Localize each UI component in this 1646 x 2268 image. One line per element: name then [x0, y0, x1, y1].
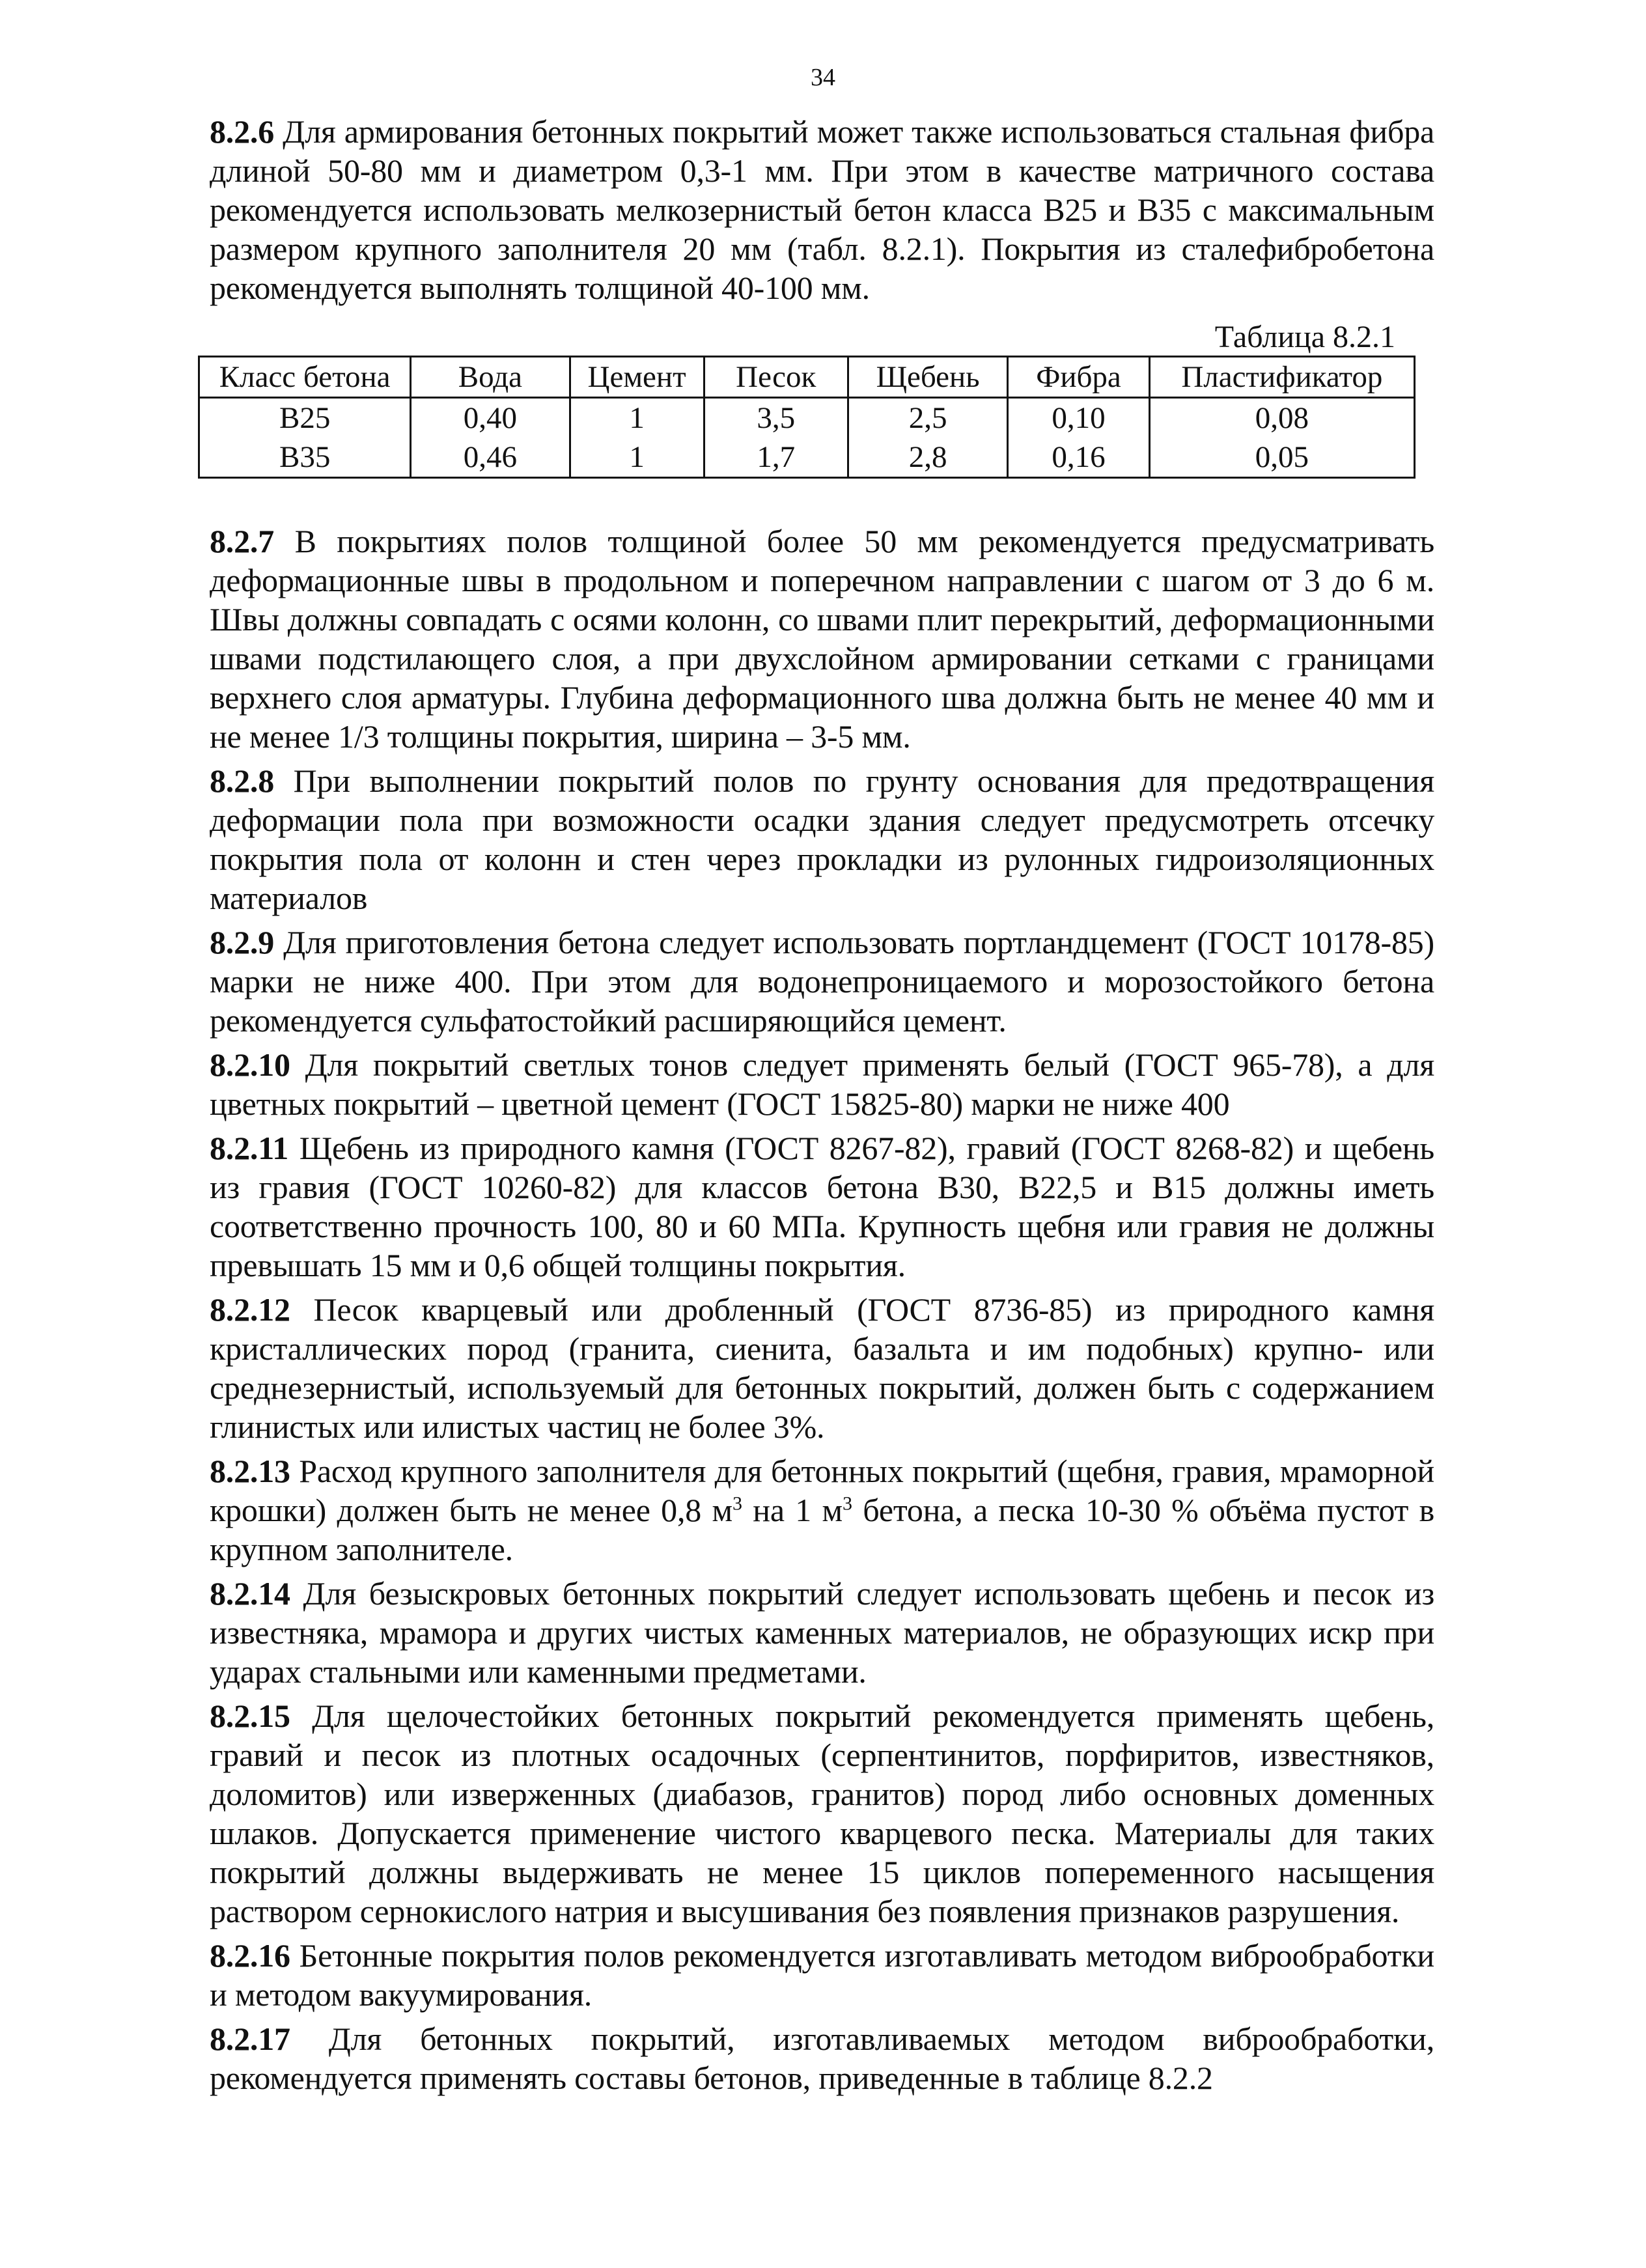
column-header: Вода [411, 357, 570, 398]
paragraph-text: Для бетонных покрытий, изготавливаемых методом виброобработки, рекомендуется применять составы бетонов, приведенные в таблице 8.2.2 [210, 2021, 1434, 2096]
paragraph-8-2-11 [210, 1128, 1434, 1285]
table-header-row [199, 357, 1415, 398]
paragraph-number: 8.2.6 [210, 113, 275, 150]
paragraph-8-2-9 [210, 923, 1434, 1040]
table-cell: В25 [199, 398, 411, 438]
paragraph-text: бетона, а песка 10-30 % объёма пустот в крупном заполнителе. [210, 1492, 1435, 1567]
table-cell: 0,08 [1149, 398, 1414, 438]
paragraph-number: 8.2.8 [210, 763, 275, 799]
paragraph-number: 8.2.10 [210, 1046, 290, 1083]
paragraph-text: Для щелочестойких бетонных покрытий рекомендуется применять щебень, гравий и песок из плотных осадочных (серпентинитов, порфиритов, известняков, доломитов) или изверженных (диабазов, гранитов) пород либо основных доменных шлаков. Допускается применение чистого кварцевого песка. Материалы для таких покрытий должны выдерживать не менее 15 циклов попеременного насыщения раствором сернокислого натрия и высушивания без появления признаков разрушения. [210, 1698, 1434, 1929]
table-cell: 0,40 [411, 398, 570, 438]
paragraph-text: Бетонные покрытия полов рекомендуется изготавливать методом виброобработки и методом вакуумирования. [210, 1937, 1434, 2013]
column-header: Цемент [570, 357, 704, 398]
spacer [210, 479, 1434, 522]
column-header: Класс бетона [199, 357, 411, 398]
table-cell: 0,46 [411, 438, 570, 478]
paragraph-text: Для армирования бетонных покрытий может также использоваться стальная фибра длиной 50-80 мм и диаметром 0,3-1 мм. При этом в качестве матричного состава рекомендуется использовать мелкозернистый бетон класса В25 и В35 с максимальным размером крупного заполнителя 20 мм (табл. 8.2.1). Покрытия из сталефибробетона рекомендуется выполнять толщиной 40-100 мм. [210, 113, 1434, 306]
paragraph-text: Для безыскровых бетонных покрытий следует использовать щебень и песок из известняка, мрамора и других чистых каменных материалов, не образующих искр при ударах стальными или каменными предметами. [210, 1575, 1434, 1690]
paragraph-number: 8.2.11 [210, 1130, 289, 1166]
page-number: 34 [811, 64, 835, 91]
paragraph-text: Расход крупного заполнителя для бетонных покрытий (щебня, гравия, мраморной крошки) должен быть не менее 0,8 м [210, 1453, 1434, 1528]
table-row [199, 398, 1415, 438]
table-cell: 0,16 [1008, 438, 1149, 478]
paragraph-8-2-16 [210, 1936, 1434, 2014]
table-row [199, 438, 1415, 478]
paragraph-number: 8.2.13 [210, 1453, 290, 1489]
paragraph-number: 8.2.7 [210, 523, 275, 559]
table-cell: 1 [570, 438, 704, 478]
concrete-mix-table [198, 356, 1416, 479]
paragraph-8-2-13 [210, 1451, 1434, 1569]
paragraph-8-2-14 [210, 1574, 1434, 1691]
paragraph-8-2-17 [210, 2019, 1434, 2097]
paragraph-number: 8.2.14 [210, 1575, 290, 1612]
column-header: Щебень [848, 357, 1007, 398]
paragraph-8-2-7 [210, 522, 1434, 756]
superscript: 3 [732, 1492, 742, 1515]
column-header: Фибра [1008, 357, 1149, 398]
paragraph-text: При выполнении покрытий полов по грунту основания для предотвращения деформации пола при возможности осадки здания следует предусмотреть отсечку покрытия пола от колонн и стен через прокладки из рулонных гидроизоляционных материалов [210, 763, 1434, 916]
paragraph-number: 8.2.12 [210, 1291, 290, 1328]
table-cell: 0,10 [1008, 398, 1149, 438]
table-cell: 0,05 [1149, 438, 1414, 478]
paragraph-number: 8.2.17 [210, 2021, 290, 2057]
paragraph-8-2-8 [210, 761, 1434, 917]
paragraph-text: Щебень из природного камня (ГОСТ 8267-82), гравий (ГОСТ 8268-82) и щебень из гравия (ГОСТ 10260-82) для классов бетона В30, В22,5 и В15 должны иметь соответственно прочность 100, 80 и 60 МПа. Крупность щебня или гравия не должны превышать 15 мм и 0,6 общей толщины покрытия. [210, 1130, 1434, 1283]
paragraph-8-2-15 [210, 1696, 1434, 1931]
document-body [210, 112, 1434, 2097]
column-header: Пластификатор [1149, 357, 1414, 398]
table-cell: 2,5 [848, 398, 1007, 438]
paragraph-text: Для покрытий светлых тонов следует применять белый (ГОСТ 965-78), а для цветных покрытий – цветной цемент (ГОСТ 15825-80) марки не ниже 400 [210, 1046, 1434, 1122]
paragraph-8-2-10 [210, 1045, 1434, 1123]
paragraph-number: 8.2.15 [210, 1698, 290, 1734]
paragraph-number: 8.2.9 [210, 924, 275, 960]
paragraph-8-2-6 [210, 112, 1434, 307]
paragraph-text: на 1 м [742, 1492, 843, 1528]
table-cell: 2,8 [848, 438, 1007, 478]
paragraph-text: В покрытиях полов толщиной более 50 мм рекомендуется предусматривать деформационные швы в продольном и поперечном направлении с шагом от 3 до 6 м. Швы должны совпадать с осями колонн, со швами плит перекрытий, деформационными швами подстилающего слоя, а при двухслойном армировании сетками с границами верхнего слоя арматуры. Глубина деформационного шва должна быть не менее 40 мм и не менее 1/3 толщины покрытия, ширина – 3-5 мм. [210, 523, 1434, 755]
paragraph-number: 8.2.16 [210, 1937, 290, 1974]
table-cell: 1,7 [704, 438, 848, 478]
table-caption: Таблица 8.2.1 [1214, 320, 1395, 354]
paragraph-8-2-12 [210, 1290, 1434, 1446]
table-cell: 3,5 [704, 398, 848, 438]
column-header: Песок [704, 357, 848, 398]
table-cell: В35 [199, 438, 411, 478]
paragraph-text: Для приготовления бетона следует использовать портландцемент (ГОСТ 10178-85) марки не ниже 400. При этом для водонепроницаемого и морозостойкого бетона рекомендуется сульфатостойкий расширяющийся цемент. [210, 924, 1434, 1039]
table-cell: 1 [570, 398, 704, 438]
superscript: 3 [843, 1492, 852, 1515]
paragraph-text: Песок кварцевый или дробленный (ГОСТ 8736-85) из природного камня кристаллических пород (гранита, сиенита, базальта и им подобных) крупно- или среднезернистый, используемый для бетонных покрытий, должен быть с содержанием глинистых или илистых частиц не более 3%. [210, 1291, 1434, 1445]
